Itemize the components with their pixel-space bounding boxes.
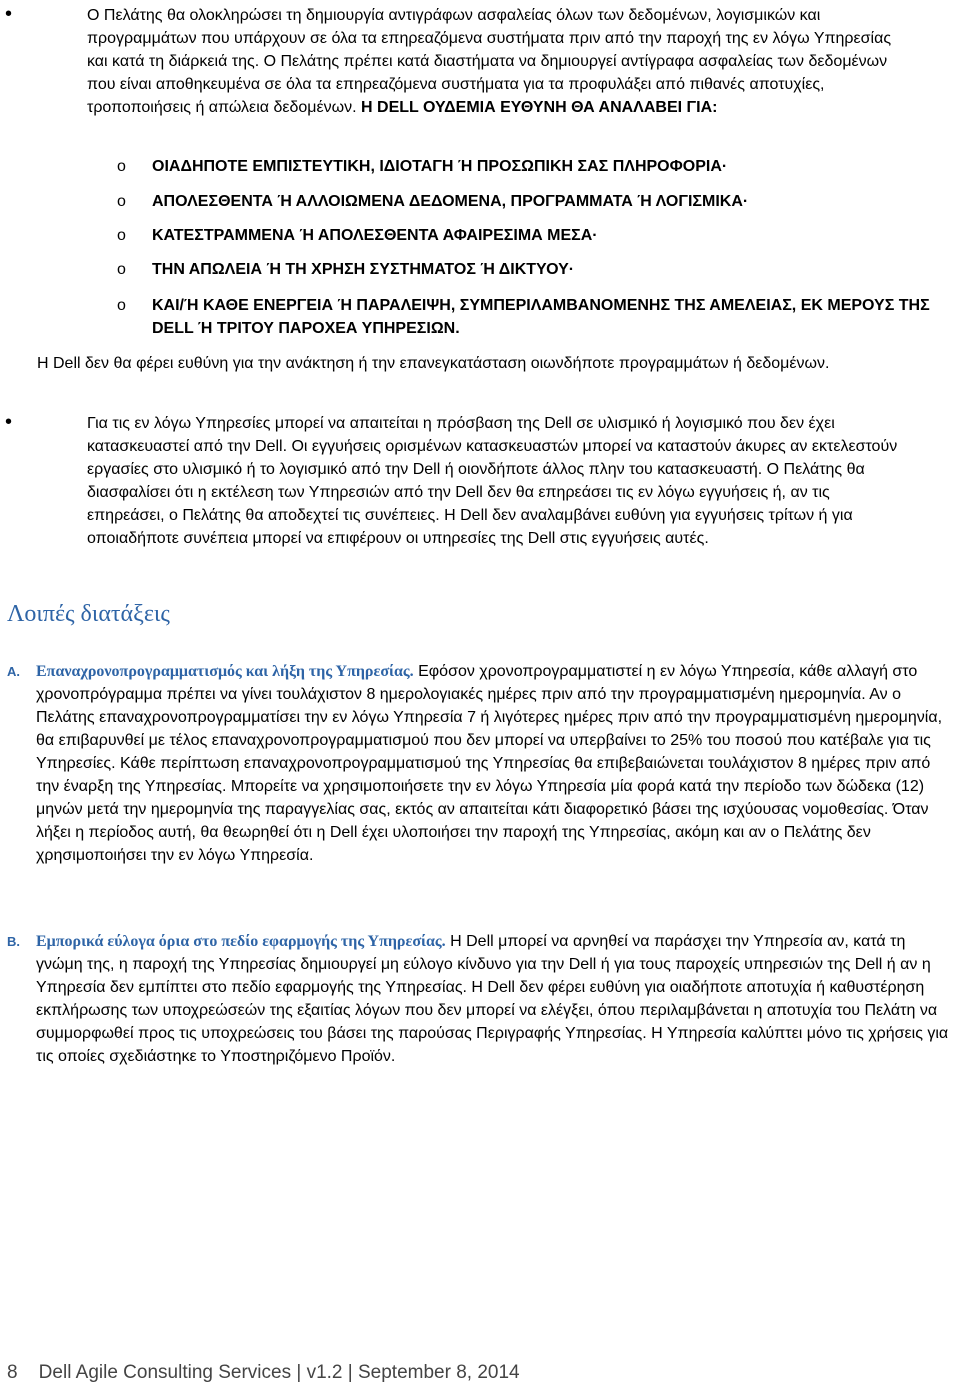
warranty-text: Για τις εν λόγω Υπηρεσίες μπορεί να απαιτείται η πρόσβαση της Dell σε υλισμικό ή λογισμικό που δεν έχει κατασκευαστεί από την Dell. Οι εγγυήσεις ορισμένων κατασκευαστών μπορεί να καταστούν άκυρες αν εκτελεστούν εργασίες στο υλισμικό ή το λογισμικό από την Dell ή οιονδήποτε άλλος πλην του κατασκευαστή. Ο Πελάτης θα διασφαλίσει ότι η εκτέλεση των Υπηρεσιών από την Dell δεν θα επηρεάσει τις εν λόγω εγγυήσεις ή, αν τις επηρεάσει, ο Πελάτης θα αποδεχτεί τις συνέπειες. Η Dell δεν αναλαμβάνει ευθύνη για εγγυήσεις τρίτων ή για οποιαδήποτε συνέπεια μπορεί να επιφέρουν οι υπηρεσίες της Dell στις εγγυήσεις αυτές. xyxy=(87,415,898,547)
sublist-text: ΤΗΝ ΑΠΩΛΕΙΑ Ή ΤΗ ΧΡΗΣΗ ΣΥΣΤΗΜΑΤΟΣ Ή ΔΙΚΤΥΟΥ· xyxy=(152,261,575,278)
sublist-text: ΚΑΤΕΣΤΡΑΜΜΕΝΑ Ή ΑΠΟΛΕΣΘΕΝΤΑ ΑΦΑΙΡΕΣΙΜΑ ΜΕΣΑ· xyxy=(152,227,598,244)
section-b-label: B. xyxy=(7,934,20,949)
sublist-text: ΟΙΑΔΗΠΟΤΕ ΕΜΠΙΣΤΕΥΤΙΚΗ, ΙΔΙΟΤΑΓΗ Ή ΠΡΟΣΩΠΙΚΗ ΣΑΣ ΠΛΗΡΟΦΟΡΙΑ· xyxy=(152,158,728,175)
bullet-marker: • xyxy=(5,411,13,433)
sublist-marker: o xyxy=(117,297,126,314)
section-b-title: Εμπορικά εύλογα όρια στο πεδίο εφαρμογής της Υπηρεσίας. xyxy=(36,933,446,950)
section-a-body xyxy=(36,660,955,867)
sublist-marker: o xyxy=(117,261,126,278)
sublist-text: ΚΑΙ/Ή ΚΑΘΕ ΕΝΕΡΓΕΙΑ Ή ΠΑΡΑΛΕΙΨΗ, ΣΥΜΠΕΡΙΛΑΜΒΑΝΟΜΕΝΗΣ ΤΗΣ ΑΜΕΛΕΙΑΣ, ΕΚ ΜΕΡΟΥΣ ΤΗΣ DELL Ή ΤΡΙΤΟΥ ΠΑΡΟΧΕΑ ΥΠΗΡΕΣΙΩΝ. xyxy=(152,297,930,337)
liability-disclaimer: Η DELL ΟΥΔΕΜΙΑ ΕΥΘΥΝΗ ΘΑ ΑΝΑΛΑΒΕΙ ΓΙΑ: xyxy=(361,99,718,116)
page-footer xyxy=(7,1362,520,1384)
section-a-title: Επαναχρονοπρογραμματισμός και λήξη της Υπηρεσίας. xyxy=(36,663,414,680)
section-a-label: A. xyxy=(7,664,20,679)
sublist-marker: o xyxy=(117,158,126,175)
section-b-text: Η Dell μπορεί να αρνηθεί να παράσχει την Υπηρεσία αν, κατά τη γνώμη της, η παροχή της Υπηρεσίας δημιουργεί μη εύλογο κίνδυνο για την Dell ή για τους παροχείς υπηρεσιών της Dell ή αν η Υπηρεσία δεν εμπίπτει στο πεδίο εφαρμογής της Υπηρεσίας. Η Dell δεν φέρει ευθύνη για οιαδήποτε αποτυχία ή καθυστέρηση εκπλήρωσης των υποχρεώσεών της εξαιτίας λόγων που δεν μπορεί να ελέγξει, όπου περιλαμβάνεται η αποτυχία του Πελάτη να συμμορφωθεί προς τις υποχρεώσεις του βάσει της παρούσας Περιγραφής Υπηρεσίας. Η Υπηρεσία καλύπτει μόνο τις χρήσεις για τις οποίες σχεδιάστηκε το Υποστηριζόμενο Προϊόν. xyxy=(36,933,949,1065)
recovery-note: Η Dell δεν θα φέρει ευθύνη για την ανάκτηση ή την επανεγκατάσταση οιωνδήποτε προγραμμάτων ή δεδομένων. xyxy=(37,355,830,372)
section-heading: Λοιπές διατάξεις xyxy=(7,601,170,627)
section-a-text: Εφόσον χρονοπρογραμματιστεί η εν λόγω Υπηρεσία, κάθε αλλαγή στο χρονοπρόγραμμα πρέπει να γίνει τουλάχιστον 8 ημερολογιακές ημέρες πριν από την προγραμματισμένη ημερομηνία. Αν ο Πελάτης επαναχρονοπρογραμματίσει την εν λόγω Υπηρεσία 7 ή λιγότερες ημέρες πριν από την προγραμματισμένη ημερομηνία, θα επιβαρυνθεί με τέλος επαναχρονοπρογραμματισμού που δεν μπορεί να υπερβαίνει το 25% του ποσού που κατέβαλε για τις Υπηρεσίες. Κάθε περίπτωση επαναχρονοπρογραμματισμού της Υπηρεσίας θα επιβεβαιώνεται τουλάχιστον 8 ημέρες πριν από την έναρξη της Υπηρεσίας. Μπορείτε να χρησιμοποιήσετε την εν λόγω Υπηρεσία μία φορά κατά την περίοδο των δώδεκα (12) μηνών μετά την ημερομηνία της παραγγελίας σας, εκτός αν απαιτείται κάτι διαφορετικό βάσει της ισχύουσας νομοθεσίας. Όταν λήξει η περίοδος αυτή, θα θεωρηθεί ότι η Dell έχει υλοποιήσει την παροχή της Υπηρεσίας, ακόμη και αν ο Πελάτης δεν χρησιμοποιήσει την εν λόγω Υπηρεσία. xyxy=(36,663,943,864)
backup-paragraph: Ο Πελάτης θα ολοκληρώσει τη δημιουργία αντιγράφων ασφαλείας όλων των δεδομένων, λογισμικών και προγραμμάτων που υπάρχουν σε όλα τα επηρεαζόμενα συστήματα πριν από την παροχή της εν λόγω Υπηρεσίας και κατά τη διάρκειά της. Ο Πελάτης πρέπει κατά διαστήματα να δημιουργεί αντίγραφα ασφαλείας των δεδομένων που είναι αποθηκευμένα σε όλα τα επηρεαζόμενα συστήματα για τα προφυλάξει από πιθανές αποτυχίες, τροποποιήσεις ή απώλεια δεδομένων. xyxy=(87,7,892,116)
sublist-marker: o xyxy=(117,193,126,210)
bullet-text xyxy=(87,4,907,119)
bullet-marker: • xyxy=(5,3,13,25)
sublist-text: ΑΠΟΛΕΣΘΕΝΤΑ Ή ΑΛΛΟΙΩΜΕΝΑ ΔΕΔΟΜΕΝΑ, ΠΡΟΓΡΑΜΜΑΤΑ Ή ΛΟΓΙΣΜΙΚΑ· xyxy=(152,193,749,210)
footer-text: 8 Dell Agile Consulting Services | v1.2 | September 8, 2014 xyxy=(7,1362,520,1383)
sublist-marker: o xyxy=(117,227,126,244)
section-b-body xyxy=(36,930,955,1068)
